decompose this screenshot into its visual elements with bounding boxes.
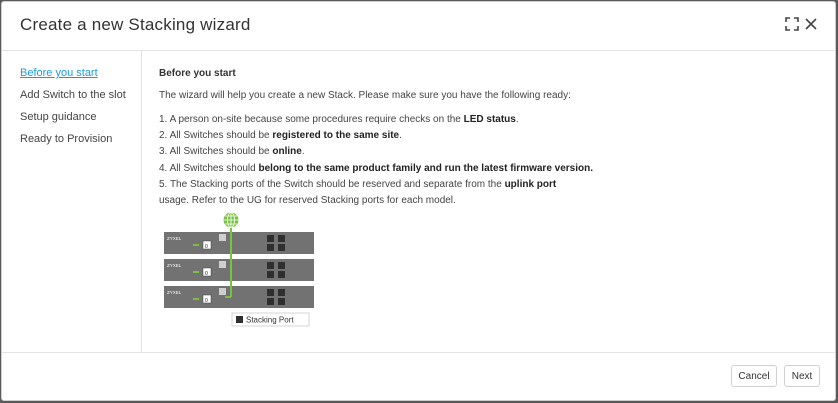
list-item: 3. All Switches should be online. [159, 146, 305, 158]
list-item: 5. The Stacking ports of the Switch should be reserved and separate from the uplink port [159, 178, 557, 190]
switch-unit [164, 286, 314, 308]
step-setup-guidance[interactable]: Setup guidance [20, 111, 97, 123]
cancel-button[interactable]: Cancel [731, 365, 777, 387]
stacking-diagram [159, 210, 329, 330]
next-button[interactable]: Next [784, 365, 820, 387]
list-item: 2. All Switches should be registered to the same site. [159, 130, 402, 142]
legend-label: Stacking Port [246, 315, 294, 325]
switch-unit [164, 259, 314, 281]
stacking-port-swatch [236, 316, 243, 323]
svg-text:0: 0 [205, 244, 208, 250]
step-add-switch-to-slot[interactable]: Add Switch to the slot [20, 89, 126, 101]
svg-text:0: 0 [205, 271, 208, 277]
svg-text:ZYXEL: ZYXEL [167, 263, 182, 268]
svg-text:ZYXEL: ZYXEL [167, 290, 182, 295]
switch-unit [164, 232, 314, 254]
intro-text: The wizard will help you create a new Stack. Please make sure you have the following ready: [159, 90, 571, 101]
dialog-footer [2, 352, 835, 400]
svg-text:ZYXEL: ZYXEL [167, 236, 182, 241]
close-icon[interactable] [802, 15, 820, 33]
globe-icon [224, 213, 239, 228]
wizard-steps-sidebar [2, 50, 142, 353]
diagram-legend [232, 313, 309, 326]
step-ready-to-provision[interactable]: Ready to Provision [20, 133, 113, 145]
list-item: 1. A person on-site because some procedures require checks on the LED status. [159, 114, 519, 125]
wizard-content [159, 50, 825, 353]
step-before-you-start[interactable]: Before you start [20, 67, 98, 79]
stacking-wizard-dialog [1, 1, 836, 401]
svg-text:0: 0 [205, 298, 208, 304]
list-item: usage. Refer to the UG for reserved Stacking ports for each model. [159, 195, 456, 207]
list-item: 4. All Switches should belong to the same product family and run the latest firmware version. [159, 162, 594, 174]
requirements-list [159, 112, 593, 209]
section-title: Before you start [159, 68, 236, 79]
dialog-header [2, 2, 835, 51]
dialog-title: Create a new Stacking wizard [20, 15, 251, 34]
expand-icon[interactable] [783, 15, 801, 33]
